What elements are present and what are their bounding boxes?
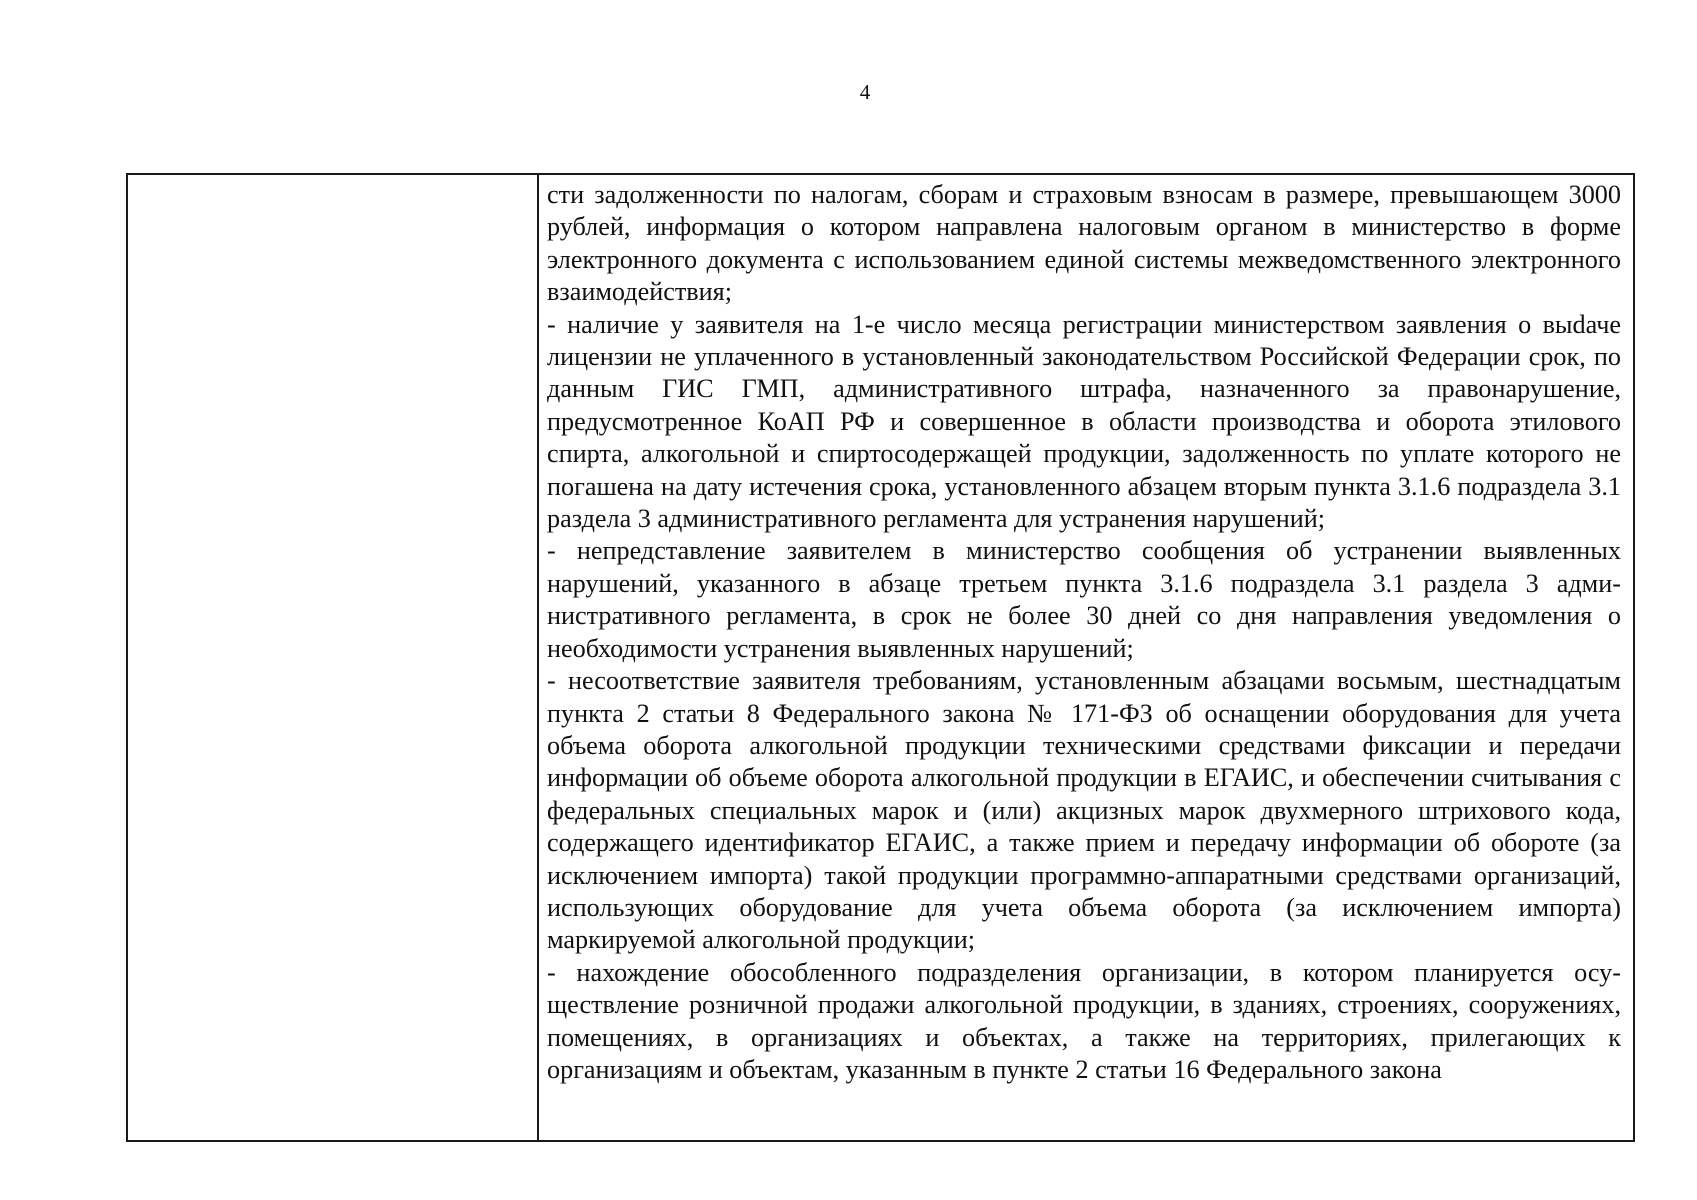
paragraph-subdivision-location: - нахождение обособленного подразделения организации, в котором планируется осуществление розничной продажи алкогольной продукции, в зданиях, строениях, сооружениях, помещениях, в организациях и объектах, а также на территориях, прилегающих к организациям и объектам, указанным в пункте 2 статьи 16 Федерального закона <box>547 957 1621 1084</box>
table-left-cell <box>128 175 539 1140</box>
paragraph-no-violation-report: - непредставление заявителем в министерство сообщения об устранении выявленных нарушений, указанного в абзаце третьем пункта 3.1.6 подраздела 3.1 раздела 3 административного регламента, в срок не более 30 дней со дня направления уведомления о необходимости устранения выявленных нарушений; <box>547 536 1621 663</box>
paragraph-tax-debt: сти задолженности по налогам, сборам и страховым взносам в размере, превышающем 3000 рублей, информация о котором направлена налоговым органом в министерство в форме электронного документа с использованием единой системы межведомственного электронного взаимодействия; <box>547 180 1621 307</box>
paragraph-unpaid-fine: - наличие у заявителя на 1-е число месяца регистрации министерством заявления о выdаче лицензии не уплаченного в установленный законодательством Российской Федерации срок, по данным ГИС ГМП, административного штрафа, назначенного за правонарушение, предусмотренное КоАП РФ и совершенное в области производства и оборота этилового спирта, алкогольной и спиртосодержащей продукции, задолженность по уплате которого не погашена на дату истечения срока, установленного абзацем вторым пункта 3.1.6 подраздела 3.1 раздела 3 административного регламента для устранения нарушений; <box>547 309 1621 534</box>
page-number: 4 <box>859 80 871 104</box>
document-table <box>126 173 1635 1142</box>
paragraph-egais-requirements: - несоответствие заявителя требованиям, установленным абзацами восьмым, шестнадцатым пункта 2 статьи 8 Федерального закона № 171-ФЗ об оснащении оборудования для учета объема оборота алкогольной продукции техническими средствами фиксации и передачи информации об объеме оборота алкогольной продукции в ЕГАИС, и обеспечении считывания с федеральных специальных марок и (или) акцизных марок двухмерного штрихового кода, содержащего идентификатор ЕГАИС, а также прием и передачу информации об обороте (за исключением импорта) такой продукции программно-аппаратными средствами организаций, использующих оборудование для учета объема оборота (за исключением импорта) маркируемой алкогольной продукции; <box>547 666 1621 955</box>
table-right-cell <box>539 175 1633 1140</box>
